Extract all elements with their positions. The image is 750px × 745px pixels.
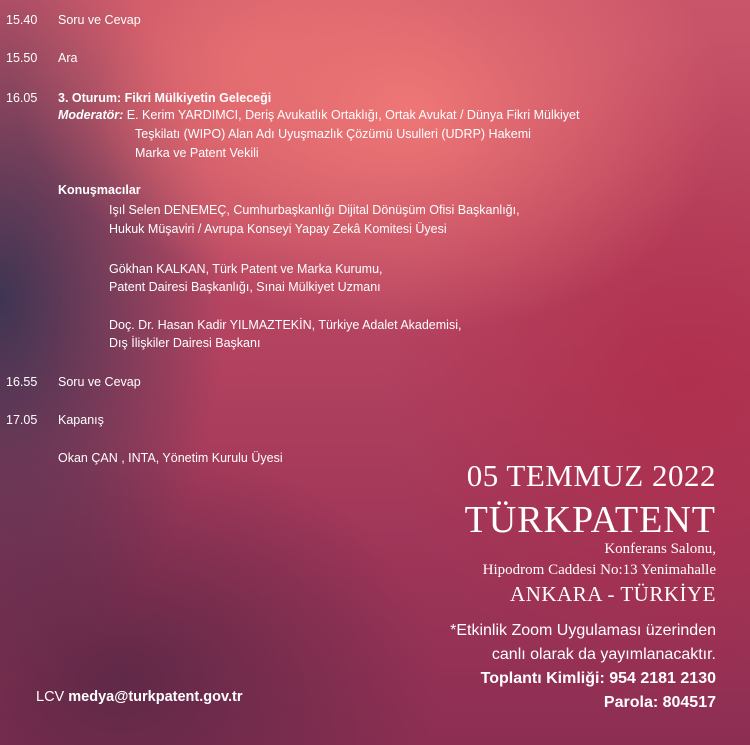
speaker-3-line-2: Dış İlişkiler Dairesi Başkanı [109, 336, 261, 350]
venue-line-1: Konferans Salonu, [604, 541, 716, 557]
closing-speaker: Okan ÇAN , INTA, Yönetim Kurulu Üyesi [58, 451, 283, 465]
session-qa-2: Soru ve Cevap [58, 375, 141, 389]
moderator-label: Moderatör: [58, 108, 124, 122]
event-organization: TÜRKPATENT [464, 499, 716, 541]
speakers-label: Konuşmacılar [58, 183, 141, 197]
session-closing: Kapanış [58, 413, 104, 427]
moderator-line-2: Teşkilatı (WIPO) Alan Adı Uyuşmazlık Çözümü Usulleri (UDRP) Hakemi [135, 127, 531, 141]
meeting-id: Toplantı Kimliği: 954 2181 2130 [480, 670, 716, 687]
time-1605: 16.05 [6, 91, 38, 105]
zoom-note-line-1: *Etkinlik Zoom Uygulaması üzerinden [450, 622, 716, 639]
time-1655: 16.55 [6, 375, 38, 389]
venue-line-2: Hipodrom Caddesi No:13 Yenimahalle [482, 562, 716, 578]
rsvp-line [36, 688, 242, 706]
zoom-note-line-2: canlı olarak da yayımlanacaktır. [491, 646, 716, 663]
speaker-1-line-1: Işıl Selen DENEMEÇ, Cumhurbaşkanlığı Dijital Dönüşüm Ofisi Başkanlığı, [109, 203, 520, 217]
speaker-3-line-1: Doç. Dr. Hasan Kadir YILMAZTEKİN, Türkiye Adalet Akademisi, [109, 318, 462, 332]
time-1705: 17.05 [6, 413, 38, 427]
session-3-title: 3. Oturum: Fikri Mülkiyetin Geleceği [58, 91, 272, 105]
speaker-2-line-2: Patent Dairesi Başkanlığı, Sınai Mülkiyet Uzmanı [109, 280, 381, 294]
session-qa-1: Soru ve Cevap [58, 13, 141, 27]
rsvp-email[interactable]: medya@turkpatent.gov.tr [68, 689, 243, 705]
moderator-line-1 [58, 108, 579, 123]
speaker-1-line-2: Hukuk Müşaviri / Avrupa Konseyi Yapay Zekâ Komitesi Üyesi [109, 222, 447, 236]
time-1550: 15.50 [6, 51, 38, 65]
time-1540: 15.40 [6, 13, 38, 27]
speaker-2-line-1: Gökhan KALKAN, Türk Patent ve Marka Kurumu, [109, 262, 383, 276]
moderator-line-3: Marka ve Patent Vekili [135, 146, 259, 160]
rsvp-label: LCV [36, 689, 65, 705]
meeting-password: Parola: 804517 [603, 694, 716, 711]
session-break: Ara [58, 51, 78, 65]
event-city: ANKARA - TÜRKİYE [510, 582, 716, 606]
event-date: 05 TEMMUZ 2022 [466, 458, 716, 493]
moderator-text: E. Kerim YARDIMCI, Deriş Avukatlık Ortaklığı, Ortak Avukat / Dünya Fikri Mülkiyet [126, 108, 580, 122]
